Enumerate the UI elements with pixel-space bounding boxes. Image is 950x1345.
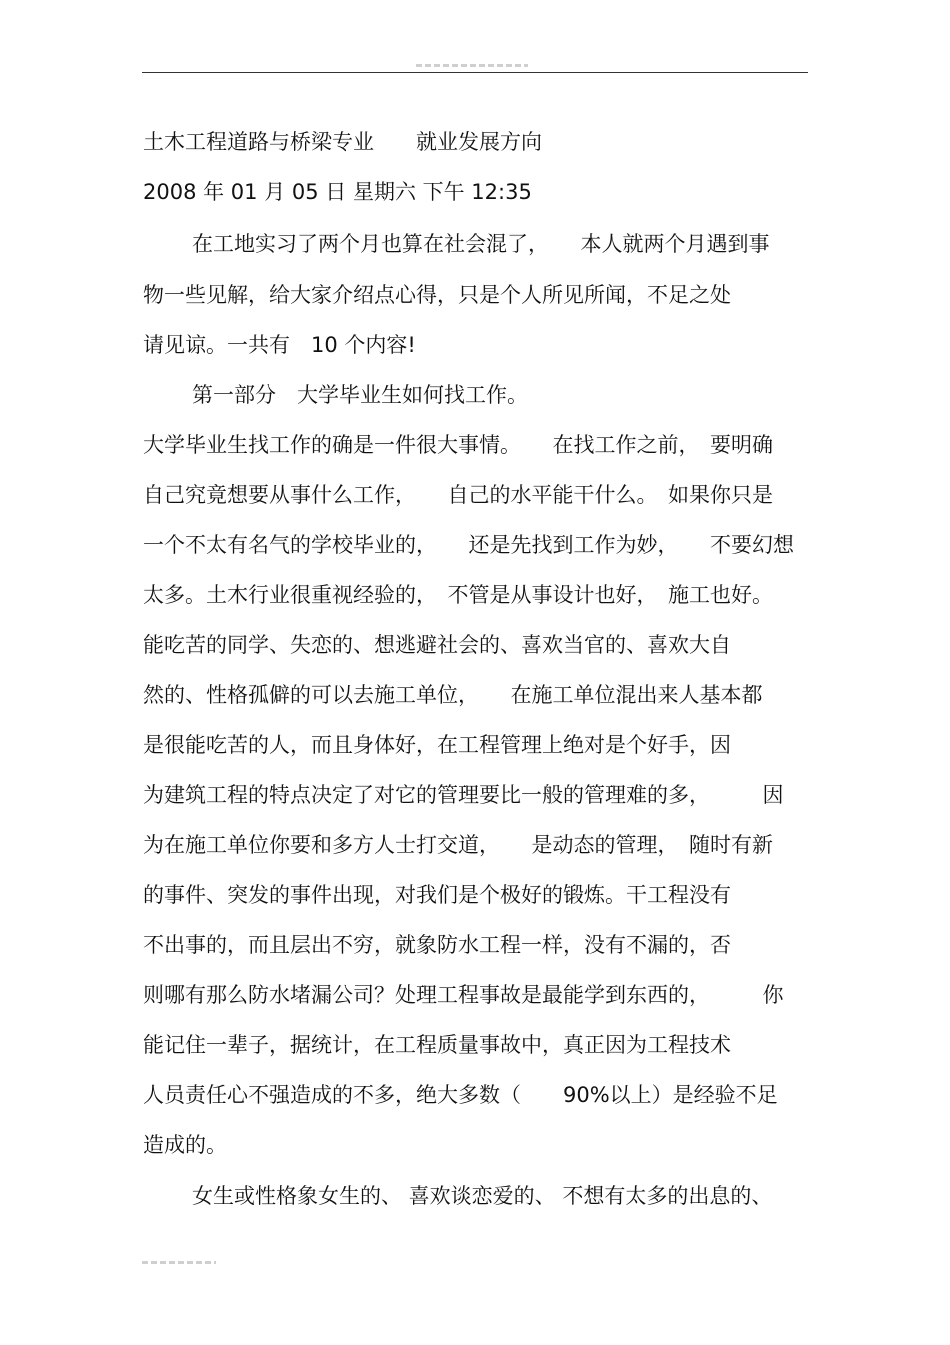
paragraph-line: 物一些见解，给大家介绍点心得，只是个人所见所闻，不足之处 (143, 283, 731, 307)
paragraph-line: 自己究竟想要从事什么工作， 自己的水平能干什么。 如果你只是 (143, 483, 773, 507)
paragraph-line: 人员责任心不强造成的不多，绝大多数（ 90%以上）是经验不足 (143, 1083, 778, 1107)
document-date: 2008 年 01 月 05 日 星期六 下午 12:35 (143, 180, 532, 204)
paragraph-line: 的事件、突发的事件出现，对我们是个极好的锻炼。干工程没有 (143, 883, 731, 907)
paragraph-line: 在工地实习了两个月也算在社会混了， 本人就两个月遇到事 (192, 232, 770, 256)
paragraph-line: 一个不太有名气的学校毕业的， 还是先找到工作为妙， 不要幻想 (143, 533, 794, 557)
paragraph-line: 为在施工单位你要和多方人士打交道， 是动态的管理， 随时有新 (143, 833, 773, 857)
paragraph-line: 女生或性格象女生的、 喜欢谈恋爱的、 不想有太多的出息的、 (192, 1184, 773, 1208)
footer-faint-mark (142, 1261, 216, 1264)
section-heading: 第一部分 大学毕业生如何找工作。 (192, 383, 528, 407)
paragraph-line: 能吃苦的同学、失恋的、想逃避社会的、喜欢当官的、喜欢大自 (143, 633, 731, 657)
paragraph-line: 太多。土木行业很重视经验的， 不管是从事设计也好， 施工也好。 (143, 583, 773, 607)
paragraph-line: 请见谅。一共有 10 个内容! (143, 333, 416, 357)
header-faint-mark (416, 64, 528, 67)
paragraph-line: 是很能吃苦的人，而且身体好，在工程管理上绝对是个好手，因 (143, 733, 731, 757)
paragraph-line: 造成的。 (143, 1133, 227, 1157)
header-rule (142, 72, 808, 73)
paragraph-line: 能记住一辈子，据统计，在工程质量事故中，真正因为工程技术 (143, 1033, 731, 1057)
paragraph-line: 为建筑工程的特点决定了对它的管理要比一般的管理难的多， 因 (143, 783, 784, 807)
paragraph-line: 不出事的，而且层出不穷，就象防水工程一样，没有不漏的，否 (143, 933, 731, 957)
paragraph-line: 大学毕业生找工作的确是一件很大事情。 在找工作之前， 要明确 (143, 433, 773, 457)
paragraph-line: 然的、性格孤僻的可以去施工单位， 在施工单位混出来人基本都 (143, 683, 763, 707)
paragraph-line: 则哪有那么防水堵漏公司？处理工程事故是最能学到东西的， 你 (143, 983, 784, 1007)
document-title: 土木工程道路与桥梁专业 就业发展方向 (143, 130, 542, 154)
